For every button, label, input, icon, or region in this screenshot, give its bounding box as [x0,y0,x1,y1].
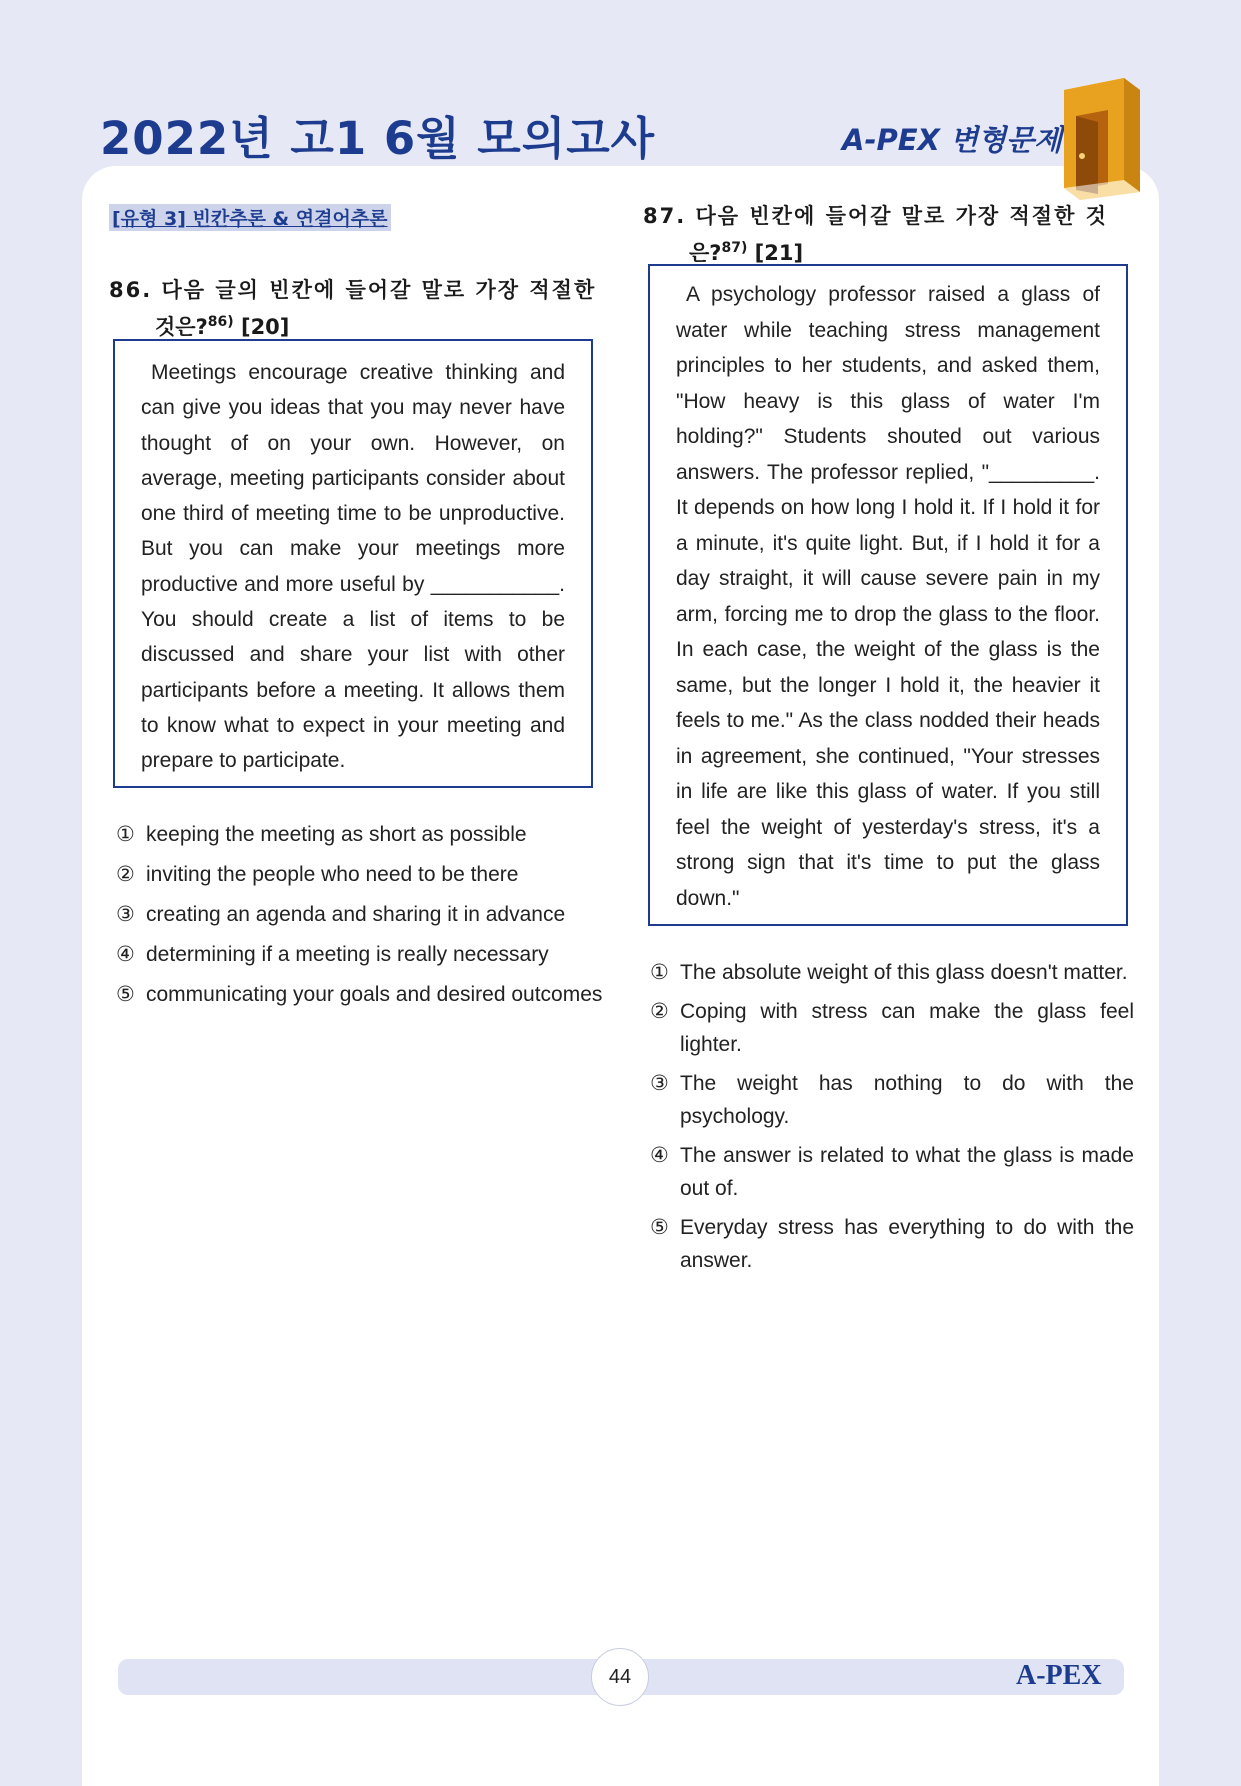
q86-option-number: ③ [116,903,135,926]
q86-option-4[interactable] [116,935,606,975]
question-86-passage: Meetings encourage creative thinking and can give you ideas that you may never have thought of on your own. However, on average, meeting participants consider about one third of meeting time to be unproductive. But you can make your meetings more productive and more useful by ___________. You should create a list of items to be discussed and share your list with other participants before a meeting. It allows them to know what to expect in your meeting and prepare to participate. [141,361,565,773]
q87-option-2[interactable] [650,995,1134,1061]
q87-option-3[interactable] [650,1067,1134,1133]
question-87-title [643,200,1133,269]
q87-option-number: ② [650,1000,669,1023]
question-86-footnote: 86) [207,314,234,330]
q87-option-5[interactable] [650,1211,1134,1277]
q87-option-number: ⑤ [650,1216,669,1239]
q87-option-1[interactable] [650,956,1134,989]
q86-option-number: ⑤ [116,983,135,1006]
q86-option-text: keeping the meeting as short as possible [146,823,527,846]
q86-option-number: ② [116,863,135,886]
q86-option-text: creating an agenda and sharing it in advance [146,903,566,926]
page-title: 2022년 고1 6월 모의고사 [100,112,656,165]
page-number: 44 [591,1648,649,1706]
q86-option-3[interactable] [116,895,606,935]
question-86-title-line2 [109,306,599,343]
q86-option-text: communicating your goals and desired outcomes [146,983,603,1006]
q86-option-1[interactable] [116,815,606,855]
brand-label: A-PEX 변형문제 [842,123,1063,157]
q87-option-text: The absolute weight of this glass doesn't matter. [680,961,1128,984]
book-door-icon [1054,76,1146,200]
q86-option-text: determining if a meeting is really necessary [146,943,549,966]
q87-option-number: ④ [650,1144,669,1167]
footer-brand-logo: A-PEX [1016,1660,1102,1691]
question-87-title-line1: 87. 다음 빈칸에 들어갈 말로 가장 적절한 것 [643,204,1108,228]
question-86-tag: [20] [240,315,290,339]
question-87-tag: [21] [754,241,804,265]
q86-option-text: inviting the people who need to be there [146,863,519,886]
question-87-passage: A psychology professor raised a glass of water while teaching stress management principles to her students, and asked them, "How heavy is this glass of water I'm holding?" Students shouted out various answers. The professor replied, "_________. It depends on how long I hold it. If I hold it for a minute, it's quite light. But, if I hold it for a day straight, it will cause severe pain in my arm, forcing me to drop the glass to the floor. In each case, the weight of the glass is the same, but the longer I hold it, the heavier it feels to me." As the class nodded their heads in agreement, she continued, "Your stresses in life are like this glass of water. If you still feel the weight of yesterday's stress, it's a strong sign that it's time to put the glass down." [676,283,1100,910]
q86-option-number: ① [116,823,135,846]
question-86-options [116,815,606,1015]
q87-option-number: ③ [650,1072,669,1095]
question-87-options [650,956,1134,1283]
q87-option-text: Everyday stress has everything to do with the answer. [680,1216,1134,1272]
question-87-title-end: 은? [689,241,722,265]
question-86-passage-box [113,339,593,788]
q86-option-5[interactable] [116,975,606,1015]
question-87-footnote: 87) [721,240,748,256]
q86-option-number: ④ [116,943,135,966]
question-87-passage-box [648,264,1128,926]
q87-option-text: The weight has nothing to do with the psychology. [680,1072,1134,1128]
question-86-title-end: 것은? [155,315,208,339]
question-type-label: [유형 3] 빈칸추론 & 연결어추론 [109,204,391,231]
q87-option-4[interactable] [650,1139,1134,1205]
q86-option-2[interactable] [116,855,606,895]
q87-option-number: ① [650,961,669,984]
question-86-title [109,274,599,343]
q87-option-text: The answer is related to what the glass is made out of. [680,1144,1134,1200]
question-86-title-line1: 86. 다음 글의 빈칸에 들어갈 말로 가장 적절한 [109,278,597,302]
q87-option-text: Coping with stress can make the glass feel lighter. [680,1000,1134,1056]
